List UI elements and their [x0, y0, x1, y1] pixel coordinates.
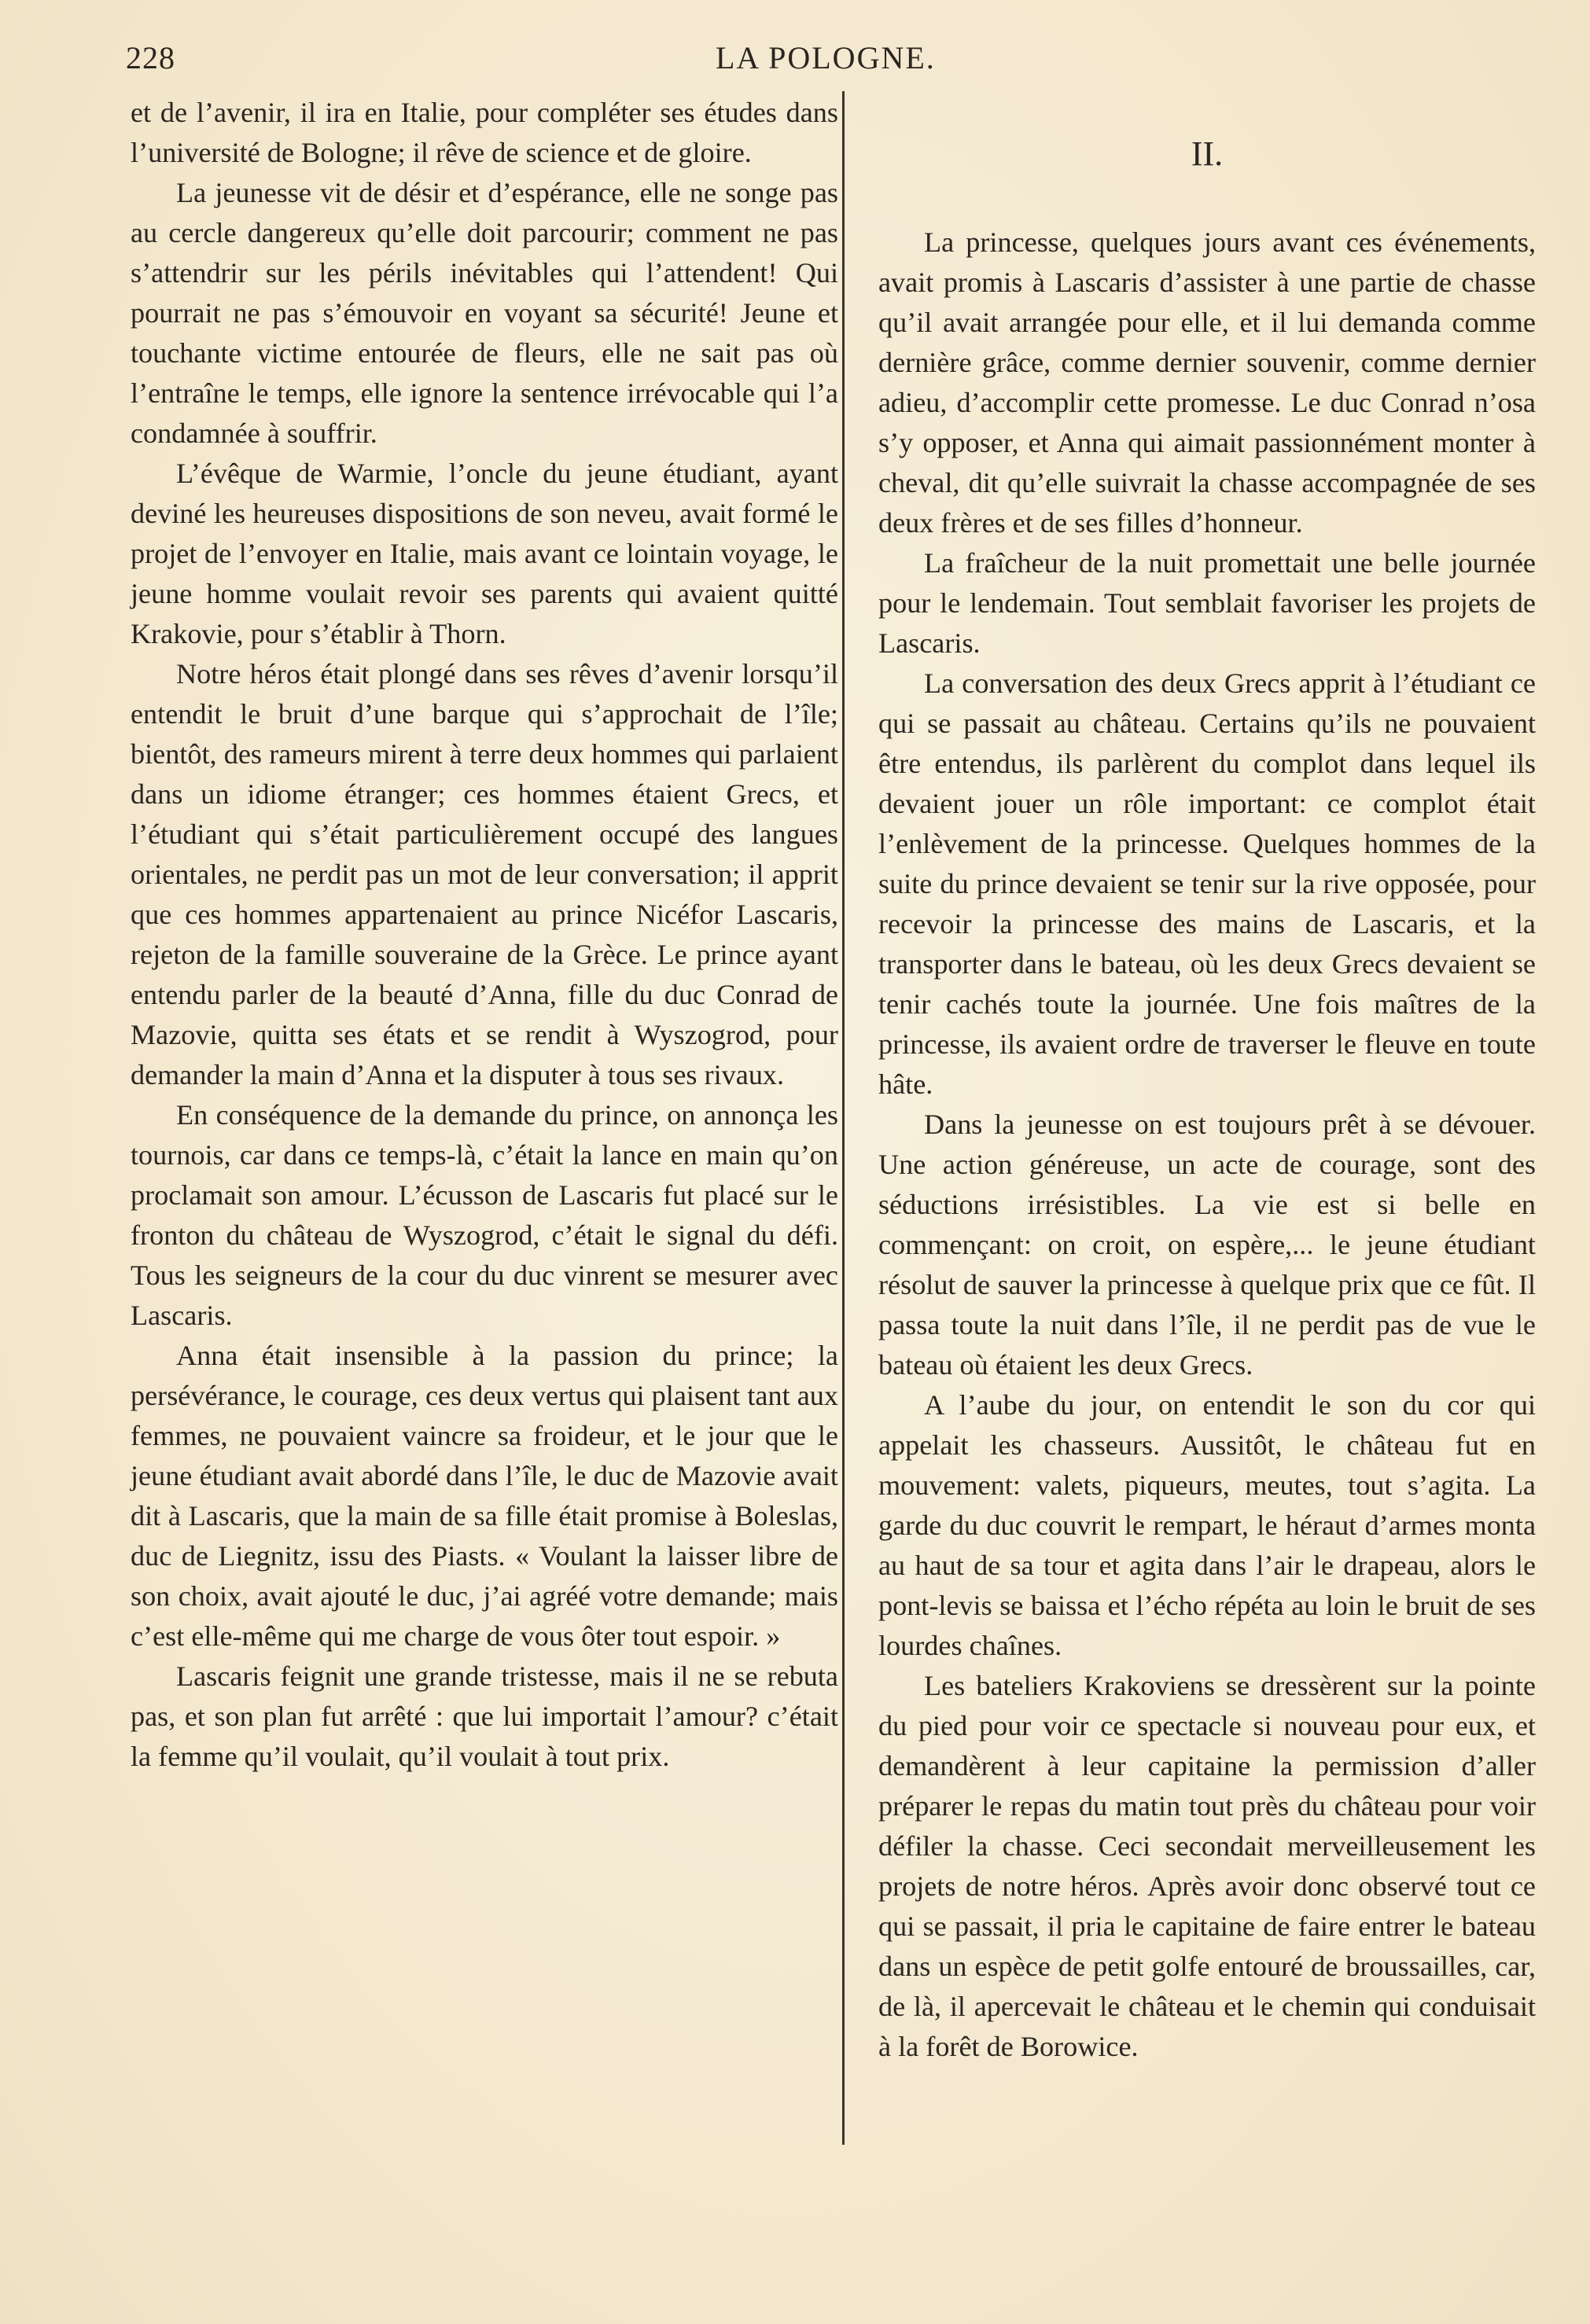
paragraph: La conversation des deux Grecs apprit à l’étudiant ce qui se passait au château. Certains qu’ils ne pouvaient être entendus, ils parlèrent du complot dans lequel ils devaient jouer un rôle important: ce complot était l’enlèvement de la princesse. Quelques hommes de la suite du prince devaient se tenir sur la rive opposée, pour recevoir la princesse des mains de Lascaris, et la transporter dans le bateau, où les deux Grecs devaient se tenir cachés toute la journée. Une fois maîtres de la princesse, ils avaient ordre de traverser le fleuve en toute hâte. [878, 667, 1536, 1100]
page-header [118, 33, 1533, 80]
paragraph: Dans la jeunesse on est toujours prêt à se dévouer. Une action généreuse, un acte de courage, sont des séductions irrésistibles. La vie est si belle en commençant: on croit, on espère,... le jeune étudiant résolut de sauver la princesse à quelque prix que ce fût. Il passa toute la nuit dans l’île, il ne perdit pas de vue le bateau où étaient les deux Grecs. [878, 1109, 1536, 1381]
paragraph: Notre héros était plongé dans ses rêves d’avenir lorsqu’il entendit le bruit d’une barque qui s’approchait de l’île; bientôt, des rameurs mirent à terre deux hommes qui parlaient dans un idiome étranger; ces hommes étaient Grecs, et l’étudiant qui s’était particulièrement occupé des langues orientales, ne perdit pas un mot de leur conversation; il apprit que ces hommes appartenaient au prince Nicéfor Lascaris, rejeton de la famille souveraine de la Grèce. Le prince ayant entendu parler de la beauté d’Anna, fille du duc Conrad de Mazovie, quitta ses états et se rendit à Wyszogrod, pour demander la main d’Anna et la disputer à tous ses rivaux. [131, 658, 838, 1090]
column-divider [842, 91, 845, 2145]
paragraph: Anna était insensible à la passion du prince; la persévérance, le courage, ces deux vertus qui plaisent tant aux femmes, ne pouvaient vaincre sa froideur, et le jour que le jeune étudiant avait abordé dans l’île, le duc de Mazovie avait dit à Lascaris, que la main de sa fille était promise à Boleslas, duc de Liegnitz, issu des Piasts. « Voulant la laisser libre de son choix, avait ajouté le duc, j’ai agréé votre demande; mais c’est elle-même qui me charge de vous ôter tout espoir. » [131, 1340, 838, 1652]
left-column [131, 93, 838, 1777]
paragraph: En conséquence de la demande du prince, on annonça les tournois, car dans ce temps-là, c’était la lance en main qu’on proclamait son amour. L’écusson de Lascaris fut placé sur le fronton du château de Wyszogrod, c’était le signal du défi. Tous les seigneurs de la cour du duc vinrent se mesurer avec Lascaris. [131, 1099, 838, 1331]
right-column [878, 93, 1536, 2067]
paragraph: La fraîcheur de la nuit promettait une belle journée pour le lendemain. Tout semblait favoriser les projets de Lascaris. [878, 547, 1536, 659]
running-head: LA POLOGNE. [716, 40, 936, 75]
paragraph: Lascaris feignit une grande tristesse, mais il ne se rebuta pas, et son plan fut arrêté : que lui importait l’amour? c’était la femme qu’il voulait, qu’il voulait à tout prix. [131, 1660, 838, 1772]
section-heading: II. [1191, 134, 1224, 173]
paragraph: et de l’avenir, il ira en Italie, pour compléter ses études dans l’université de Bologne; il rêve de science et de gloire. [131, 97, 838, 168]
paragraph: La princesse, quelques jours avant ces événements, avait promis à Lascaris d’assister à une partie de chasse qu’il avait arrangée pour elle, et il lui demanda comme dernière grâce, comme dernier souvenir, comme dernier adieu, d’accomplir cette promesse. Le duc Conrad n’osa s’y opposer, et Anna qui aimait passionnément monter à cheval, dit qu’elle suivrait la chasse accompagnée de ses deux frères et de ses filles d’honneur. [878, 226, 1536, 539]
paragraph: Les bateliers Krakoviens se dressèrent sur la pointe du pied pour voir ce spectacle si nouveau pour eux, et demandèrent à leur capitaine la permission d’aller préparer le repas du matin tout près du château pour voir défiler la chasse. Ceci secondait merveilleusement les projets de notre héros. Après avoir donc observé tout ce qui se passait, il pria le capitaine de faire entrer le bateau dans un espèce de petit golfe entouré de broussailles, car, de là, il apercevait le château et le chemin qui conduisait à la forêt de Borowice. [878, 1670, 1536, 2062]
paragraph: La jeunesse vit de désir et d’espérance, elle ne songe pas au cercle dangereux qu’elle doit parcourir; comment ne pas s’attendrir sur les périls inévitables qui l’attendent! Qui pourrait ne pas s’émouvoir en voyant sa sécurité! Jeune et touchante victime entourée de fleurs, elle ne sait pas où l’entraîne le temps, elle ignore la sentence irrévocable qui l’a condamnée à souffrir. [131, 177, 838, 449]
page-number: 228 [126, 40, 175, 75]
paragraph: A l’aube du jour, on entendit le son du cor qui appelait les chasseurs. Aussitôt, le château fut en mouvement: valets, piqueurs, meutes, tout s’agita. La garde du duc couvrit le rempart, le héraut d’armes monta au haut de sa tour et agita dans l’air le drapeau, alors le pont-levis se baissa et l’écho répéta au loin le bruit de ses lourdes chaînes. [878, 1389, 1536, 1661]
paragraph: L’évêque de Warmie, l’oncle du jeune étudiant, ayant deviné les heureuses dispositions de son neveu, avait formé le projet de l’envoyer en Italie, mais avant ce lointain voyage, le jeune homme voulait revoir ses parents qui avaient quitté Krakovie, pour s’établir à Thorn. [131, 458, 838, 649]
